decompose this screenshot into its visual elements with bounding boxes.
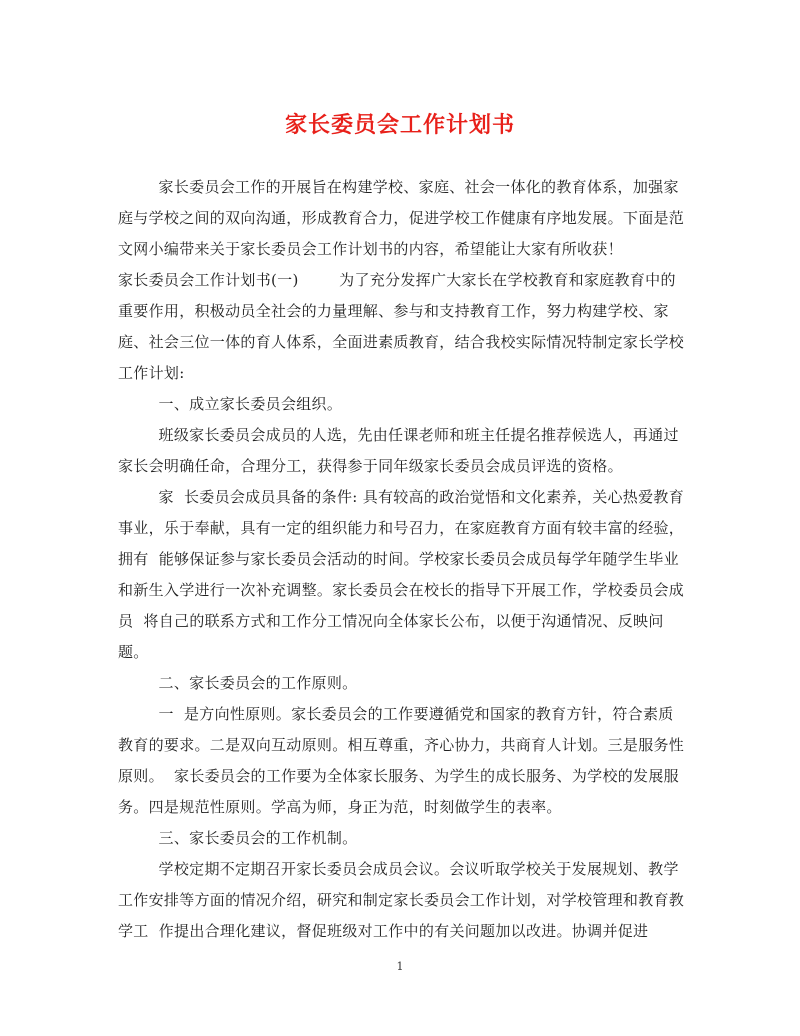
paragraph-plan-one: 家长委员会工作计划书(一) 为了充分发挥广大家长在学校教育和家庭教育中的重要作用，积极动员全社会的力量理解、参与和支持教育工作，努力构建学校、家庭、社会三位一体的育人体系，全面进素质教育，结合我校实际情况特制定家长学校工作计划: (118, 271, 685, 382)
document-title: 家长委员会工作计划书 (284, 112, 515, 138)
section-heading-mechanism: 三、家长委员会的工作机制。 (118, 829, 358, 847)
section-heading-principles: 二、家长委员会的工作原则。 (118, 674, 358, 692)
paragraph-mechanism: 学校定期不定期召开家长委员会成员会议。会议听取学校关于发展规划、教学工作安排等方面的情况介绍，研究和制定家长委员会工作计划，对学校管理和教育教学工 作提出合理化建议，督促班级对工作中的有关问题加以改进。协调并促进 (118, 860, 685, 940)
section-heading-organization: 一、成立家长委员会组织。 (118, 395, 343, 413)
paragraph-intro: 家长委员会工作的开展旨在构建学校、家庭、社会一体化的教育体系，加强家庭与学校之间的双向沟通，形成教育合力，促进学校工作健康有序地发展。下面是范文网小编带来关于家长委员会工作计划书的内容，希望能让大家有所收获！ (118, 178, 685, 258)
paragraph-member-conditions: 家 长委员会成员具备的条件: 具有较高的政治觉悟和文化素养，关心热爱教育事业，乐于奉献，具有一定的组织能力和号召力，在家庭教育方面有较丰富的经验，拥有 能够保证参与家长委员会活动的时间。学校家长委员会成员每学年随学生毕业和新生入学进行一次补充调整。家长委员会在校长的指导下开展工作，学校委员会成员 将自己的联系方式和工作分工情况向全体家长公布，以便于沟通情况、反映问题。 (118, 488, 685, 661)
paragraph-member-selection: 班级家长委员会成员的人选，先由任课老师和班主任提名推荐候选人，再通过家长会明确任命，合理分工，获得参于同年级家长委员会成员评选的资格。 (118, 426, 679, 475)
paragraph-principles: 一 是方向性原则。家长委员会的工作要遵循党和国家的教育方针，符合素质教育的要求。二是双向互动原则。相互尊重，齐心协力，共商育人计划。三是服务性原则。 家长委员会的工作要为全体家长服务、为学生的成长服务、为学校的发展服务。四是规范性原则。学高为师，身正为范，时刻做学生的表率。 (118, 705, 685, 816)
page-number: 1 (396, 960, 404, 973)
document-body (118, 172, 688, 947)
